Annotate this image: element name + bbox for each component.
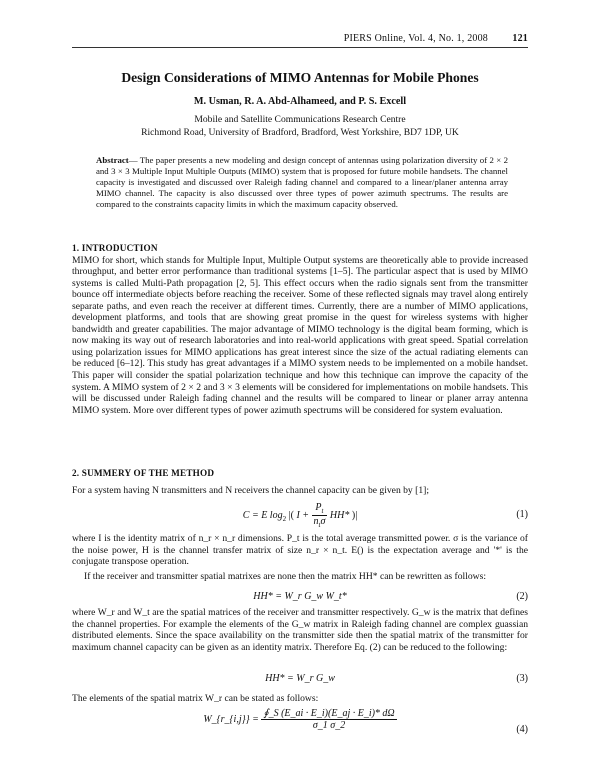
equation-1-fraction: $\frac{P_t}{n_t\sigma}$ (313, 502, 326, 529)
header-rule (72, 47, 528, 48)
affiliation (60, 113, 540, 139)
equation-4-number: (4) (516, 724, 528, 735)
affiliation-line-1: Mobile and Satellite Communications Research Centre (194, 114, 406, 125)
running-header (72, 33, 528, 47)
introduction-body: MIMO for short, which stands for Multiple Input, Multiple Output systems are theoretically able to provide increased throughput, and better error performance than traditional systems [1–5]. The particular aspect that is used by MIMO systems is called Multi-Path propagation [2, 5]. This effect occurs when the radio signals sent from the transmitter bounce off intermediate objects before reaching the receiver. Some of these reflected signals may travel along entirely separate paths, and even reach the receiver at different times. Currently, there are a number of MIMO applications, development platforms, and tools that are showing great promise in the quest for wireless systems with higher bandwidth and greater capabilities. The major advantage of MIMO technology is the digital beam forming, which is now making its way out of research laboratories and into real-world applications with great speed. Spatial correlation using polarization issues for MIMO applications has great interest since the size of the actual radiating elements can be reduced [6–12]. This study has great advantages if a MIMO system needs to be implemented on a mobile handset. This paper will consider the spatial polarization technique and how this technique can improve the capacity of the system. A MIMO system of 2 × 2 and 3 × 3 elements will be considered for implementations on mobile handsets. This will be discussed under Raleigh fading channel and the results will be compared to linear or planer array antenna MIMO system. More over different types of power azimuth spectrums will be considered for system evaluation. (72, 254, 528, 416)
equation-1-expr: C = E $\log_2$ |( I + $\frac{P_t}{n_t\sigma}$ HH* )| (242, 502, 358, 529)
equation-2-number: (2) (516, 591, 528, 602)
equation-4-fraction: $\frac{∮\_S (E\_ai \cdot E\_i)(E\_aj \cdot E\_i)* d\Omega}{\sigma\_1 \sigma\_2}$ (263, 708, 395, 731)
section-method (72, 468, 528, 496)
equation-3 (72, 673, 528, 687)
equation-1 (72, 500, 528, 530)
section-introduction (72, 243, 528, 416)
abstract (96, 155, 508, 210)
author-list: M. Usman, R. A. Abd-Alhameed, and P. S. Excell (193, 96, 407, 107)
section-heading-introduction: 1. INTRODUCTION (72, 243, 158, 253)
method-paragraph-1: For a system having N transmitters and N receivers the channel capacity can be given by [1]; (72, 484, 429, 496)
equation-2-expr: HH* = W_r G_w W_t* (253, 591, 347, 602)
method-paragraph-5: The elements of the spatial matrix W_r can be stated as follows: (72, 693, 319, 704)
affiliation-line-2: Richmond Road, University of Bradford, Bradford, West Yorkshire, BD7 1DP, UK (141, 127, 459, 138)
equation-1-number: (1) (516, 509, 528, 520)
method-paragraph-4: where W_r and W_t are the spatial matrices of the receiver and transmitter respectively. G_w is the matrix that defines the channel properties. For example the elements of the G_w matrix in Raleigh fading channel are complex guassian distributed elements. Since the space availability on the transmitter side then the spatial matrix of the transmitter for maximum channel capacity can be given as an identity matrix. Therefore Eq. (2) can be reduced to the following: (72, 607, 528, 653)
abstract-text: — The paper presents a new modeling and design concept of antennas using polarization diversity of 2 × 2 and 3 × 3 Multiple Input Multiple Outputs (MIMO) system that is proposed for future mobile handsets. The channel capacity is investigated and discussed over Raleigh fading channel and compared to a linear/planer antenna array MIMO channel. The capacity is also discussed over three types of power azimuth spectrums. The results are compared to the constraints capacity limits in which the maximum capacity observed. (96, 155, 508, 209)
equation-4-expr: W_{r_{i,j}} = $\frac{∮\_S (E\_ai \cdot E\_i)(E\_aj \cdot E\_i)* d\Omega}{\sigma\_1 \sigma\_2}$ (203, 708, 395, 731)
method-paragraph-2: where I is the identity matrix of n_r × n_r dimensions. P_t is the total average transmitted power. σ is the variance of the noise power, H is the channel transfer matrix of size n_r × n_t. E() is the expectation average and '*' is the conjugate transpose operation. (72, 533, 528, 568)
page-number: 121 (512, 33, 528, 44)
abstract-label: Abstract (96, 155, 129, 165)
section-heading-method: 2. SUMMERY OF THE METHOD (72, 468, 215, 478)
running-title: PIERS Online, Vol. 4, No. 1, 2008 (343, 33, 488, 44)
paper-title: Design Considerations of MIMO Antennas for Mobile Phones (121, 70, 479, 85)
equation-3-number: (3) (516, 673, 528, 684)
equation-4 (72, 708, 528, 752)
method-paragraph-3: If the receiver and transmitter spatial matrixes are none then the matrix HH* can be rewritten as follows: (84, 571, 486, 582)
equation-2 (72, 591, 528, 605)
equation-3-expr: HH* = W_r G_w (265, 673, 335, 684)
